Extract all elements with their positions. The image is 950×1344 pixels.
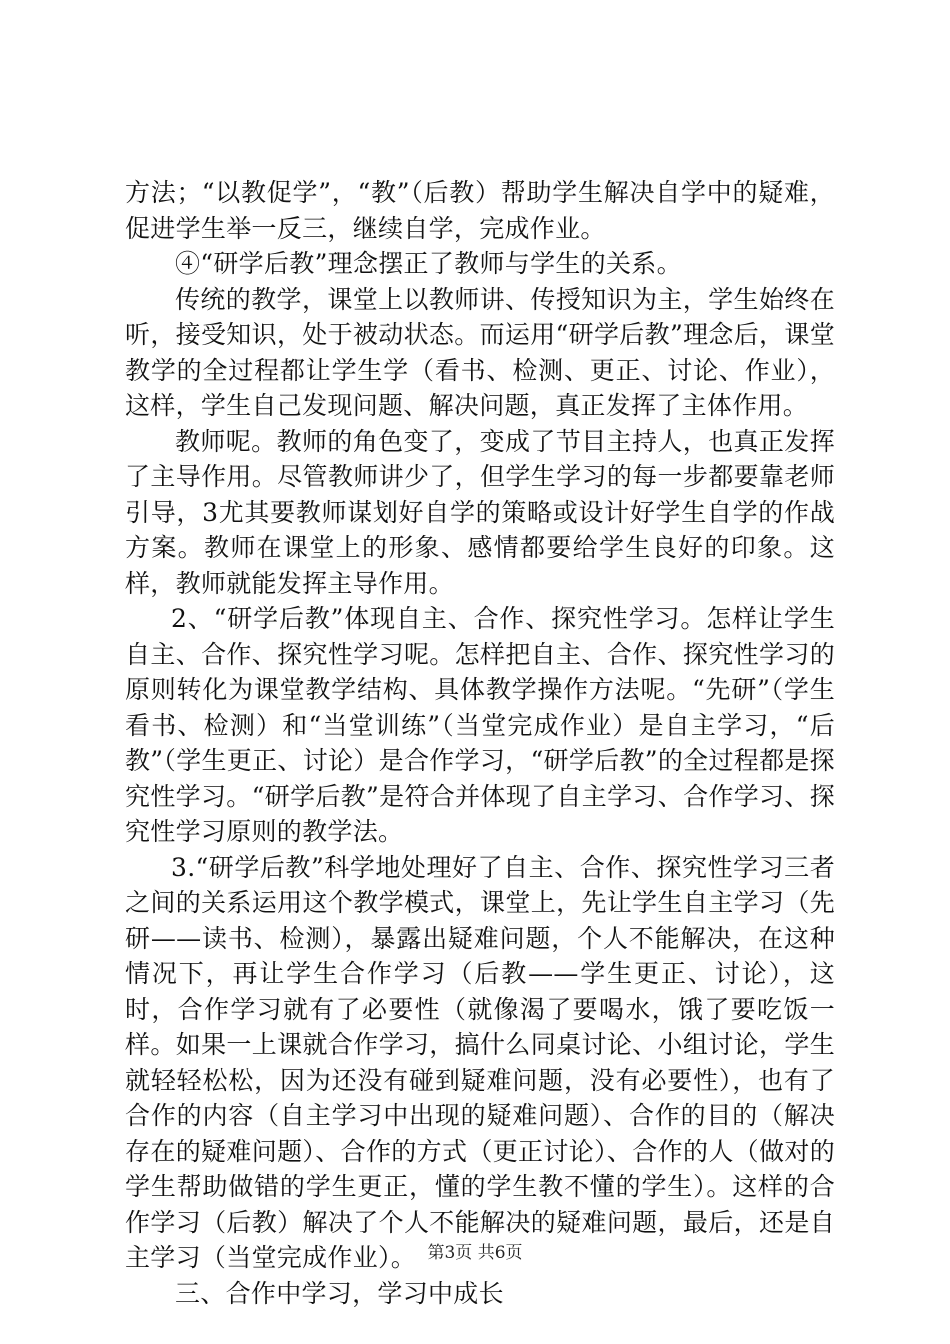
page-footer [0,1243,950,1263]
paragraph-traditional-teaching: 传统的教学，课堂上以教师讲、传授知识为主，学生始终在听，接受知识，处于被动状态。而运用“研学后教”理念后，课堂教学的全过程都让学生学（看书、检测、更正、讨论、作业），这样，学生自己发现问题、解决问题，真正发挥了主体作用。 [125,284,835,420]
paragraph-section-3: 3.“研学后教”科学地处理好了自主、合作、探究性学习三者之间的关系运用这个教学模式，课堂上，先让学生自主学习（先研——读书、检测），暴露出疑难问题，个人不能解决，在这种情况下，再让学生合作学习（后教——学生更正、讨论），这时，合作学习就有了必要性（就像渴了要喝水，饿了要吃饭一样。如果一上课就合作学习，搞什么同桌讨论、小组讨论，学生就轻轻松松，因为还没有碰到疑难问题，没有必要性），也有了合作的内容（自主学习中出现的疑难问题）、合作的目的（解决存在的疑难问题）、合作的方式（更正讨论）、合作的人（做对的学生帮助做错的学生更正，懂的学生教不懂的学生）。这样的合作学习（后教）解决了个人不能解决的疑难问题，最后，还是自主学习（当堂完成作业）。 [125,852,835,1272]
paragraph-point-4-heading: ④“研学后教”理念摆正了教师与学生的关系。 [175,249,682,278]
document-body [125,175,835,1311]
paragraph-section-2: 2、“研学后教”体现自主、合作、探究性学习。怎样让学生自主、合作、探究性学习呢。怎样把自主、合作、探究性学习的原则转化为课堂教学结构、具体教学操作方法呢。“先研”（学生看书、检测）和“当堂训练”（当堂完成作业）是自主学习，“后教”（学生更正、讨论）是合作学习，“研学后教”的全过程都是探究性学习。“研学后教”是符合并体现了自主学习、合作学习、探究性学习原则的教学法。 [125,604,835,846]
paragraph-continuation: 方法；“以教促学”，“教”（后教）帮助学生解决自学中的疑难，促进学生举一反三，继续自学，完成作业。 [125,178,835,243]
page-number-label: 第3页 共6页 [427,1243,523,1263]
paragraph-teacher-role: 教师呢。教师的角色变了，变成了节目主持人，也真正发挥了主导作用。尽管教师讲少了，但学生学习的每一步都要靠老师引导，3尤其要教师谋划好自学的策略或设计好学生自学的作战方案。教师在课堂上的形象、感情都要给学生良好的印象。这样，教师就能发挥主导作用。 [125,426,835,598]
section-heading-three: 三、合作中学习，学习中成长 [175,1278,504,1308]
